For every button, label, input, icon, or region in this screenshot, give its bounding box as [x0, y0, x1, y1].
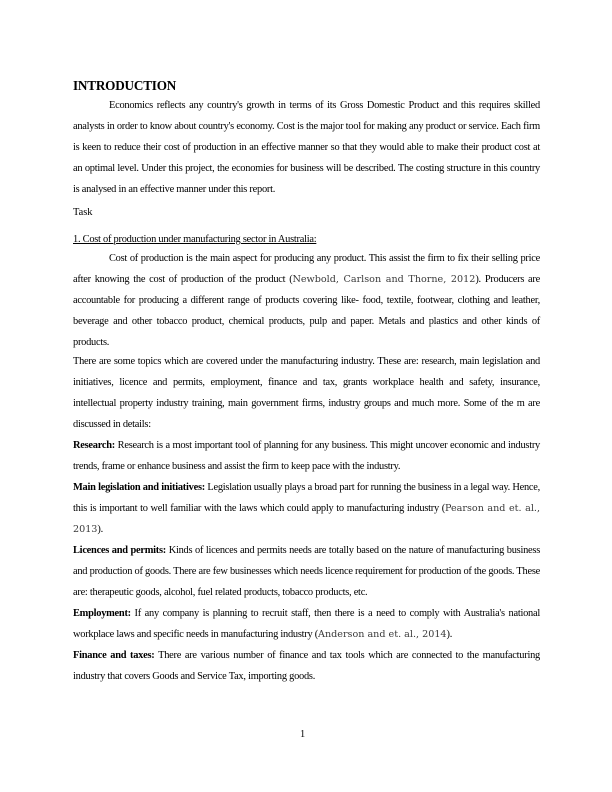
paragraph-text: Cost of production is the main aspect for producing any product. This assist the firm to fix their selling price after knowing the cost of production of the product (	[73, 253, 540, 285]
licences-paragraph	[73, 540, 540, 603]
legislation-paragraph	[73, 477, 540, 540]
term-label: Main legislation and initiatives:	[73, 482, 205, 493]
section-title: 1. Cost of production under manufacturing sector in Australia:	[73, 234, 317, 245]
paragraph-text: Legislation usually plays a broad part for running the business in a legal way. Hence, this is important to well familiar with the laws which could apply to manufacturing industry (	[73, 482, 540, 514]
term-label: Licences and permits:	[73, 545, 167, 556]
paragraph-text: ). Producers are accountable for producing a different range of products covering like- food, textile, footwear, clothing and leather, beverage and other tobacco product, chemical products, pulp and paper. Metals and plastics and other kinds of products.	[73, 274, 540, 348]
intro-paragraph: Economics reflects any country's growth in terms of its Gross Domestic Product and this requires skilled analysts in order to know about country's economy. Cost is the major tool for making any product or service. Each firm is keen to reduce their cost of production in an effective manner so that they would able to make their product cost at an optimal level. Under this project, the economies for business will be described. The costing structure in this country is analysed in an effective manner under this report.	[73, 100, 540, 195]
citation: Pearson and et. al., 2013	[73, 503, 540, 535]
finance-paragraph	[73, 645, 540, 687]
paragraph-text: Research is a most important tool of planning for any business. This might uncover economic and industry trends, frame or enhance business and assist the firm to keep pace with the industry.	[73, 440, 540, 472]
citation: Newbold, Carlson and Thorne, 2012	[292, 274, 476, 285]
research-paragraph	[73, 435, 540, 477]
paragraph-text: ).	[446, 629, 453, 640]
term-label: Finance and taxes:	[73, 650, 155, 661]
paragraph-text: There are various number of finance and tax tools which are connected to the manufacturing industry that covers Goods and Service Tax, importing goods.	[73, 650, 540, 682]
term-label: Research:	[73, 440, 115, 451]
topics-paragraph: There are some topics which are covered under the manufacturing industry. These are: research, main legislation and initiatives, licence and permits, employment, finance and tax, grants workplace health and safety, insurance, intellectual property industry training, main government firms, industry groups and much more. Some of the m are discussed in details:	[73, 356, 540, 430]
employment-paragraph	[73, 603, 540, 645]
paragraph-text: Kinds of licences and permits needs are totally based on the nature of manufacturing business and production of goods. There are few businesses which needs licence requirement for production of the goods. These are: therapeutic goods, alcohol, fuel related products, tobacco products, etc.	[73, 545, 540, 598]
paragraph-text: ).	[97, 524, 103, 535]
term-label: Employment:	[73, 608, 131, 619]
page-number: 1	[300, 729, 306, 740]
citation: Anderson and et. al., 2014	[318, 629, 447, 640]
introduction-heading: INTRODUCTION	[73, 78, 177, 93]
paragraph-text: If any company is planning to recruit staff, then there is a need to comply with Australia's national workplace laws and specific needs in manufacturing industry (	[73, 608, 540, 640]
task-label: Task	[73, 207, 93, 218]
cost-of-production-paragraph	[73, 248, 540, 353]
